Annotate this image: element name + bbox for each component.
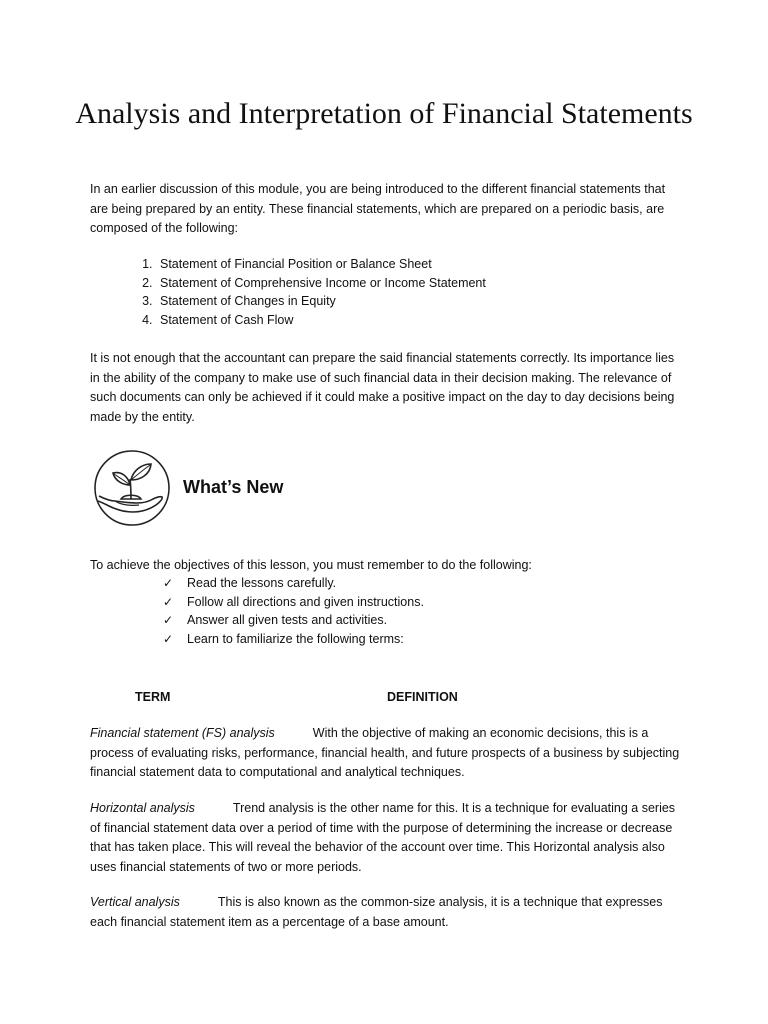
plant-in-hand-icon: [93, 449, 171, 527]
page-title: Analysis and Interpretation of Financial Statements: [75, 97, 693, 130]
list-item: [163, 574, 563, 593]
definition-vertical-analysis: [90, 893, 680, 932]
definition-fs-analysis: [90, 724, 680, 783]
list-item: 1. Statement of Financial Position or Balance Sheet: [156, 255, 656, 274]
list-item: [163, 593, 563, 612]
checkmark-icon: ✓: [163, 613, 174, 627]
checkmark-icon: ✓: [163, 631, 174, 646]
importance-paragraph: It is not enough that the accountant can prepare the said financial statements correctly. Its importance lies in the ability of the company to make use of such financial data in their decision making. The relevance of such documents can only be achieved if it could make a positive impact on the day to day decisions being made by the entity.: [90, 351, 675, 424]
intro-paragraph: In an earlier discussion of this module, you are being introduced to the different financial statements that are being prepared by an entity. These financial statements, which are prepared on a periodic basis, are composed of the following:: [90, 182, 666, 235]
definition-text: Trend analysis is the other name for this. It is a technique for evaluating a series of financial statement data over a period of time with the purpose of determining the increase or decrease that has taken place. This will reveal the behavior of the account over time. This Horizontal analysis also uses financial statements of two or more periods.: [90, 801, 676, 874]
term-label: Financial statement (FS) analysis: [90, 726, 275, 740]
definition-horizontal-analysis: [90, 799, 680, 877]
term-label: Horizontal analysis: [90, 801, 195, 815]
list-item: 3. Statement of Changes in Equity: [156, 292, 656, 311]
term-column-header: TERM: [135, 690, 171, 704]
checkmark-icon: ✓: [163, 594, 174, 609]
list-item: [163, 630, 563, 649]
objective-text: Answer all given tests and activities.: [187, 613, 388, 627]
objectives-intro: To achieve the objectives of this lesson, you must remember to do the following:: [90, 558, 532, 572]
statements-list: [130, 255, 656, 329]
definition-text: With the objective of making an economic decisions, this is a process of evaluating risks, performance, financial health, and future prospects of a business by subjecting financial statement data to computational and analytical techniques.: [90, 726, 680, 779]
definition-text: This is also known as the common-size analysis, it is a technique that expresses each financial statement item as a percentage of a base amount.: [90, 895, 663, 929]
list-item: 2. Statement of Comprehensive Income or Income Statement: [156, 274, 656, 293]
objective-text: Read the lessons carefully.: [187, 576, 337, 590]
list-item: [163, 611, 563, 630]
objective-text: Follow all directions and given instructions.: [187, 594, 424, 609]
section-heading: What’s New: [183, 477, 284, 497]
term-label: Vertical analysis: [90, 895, 180, 909]
checkmark-icon: ✓: [163, 576, 174, 590]
objective-text: Learn to familiarize the following terms:: [187, 631, 404, 646]
list-item: 4. Statement of Cash Flow: [156, 311, 656, 330]
objectives-list: [163, 574, 563, 648]
definition-column-header: DEFINITION: [387, 690, 458, 704]
